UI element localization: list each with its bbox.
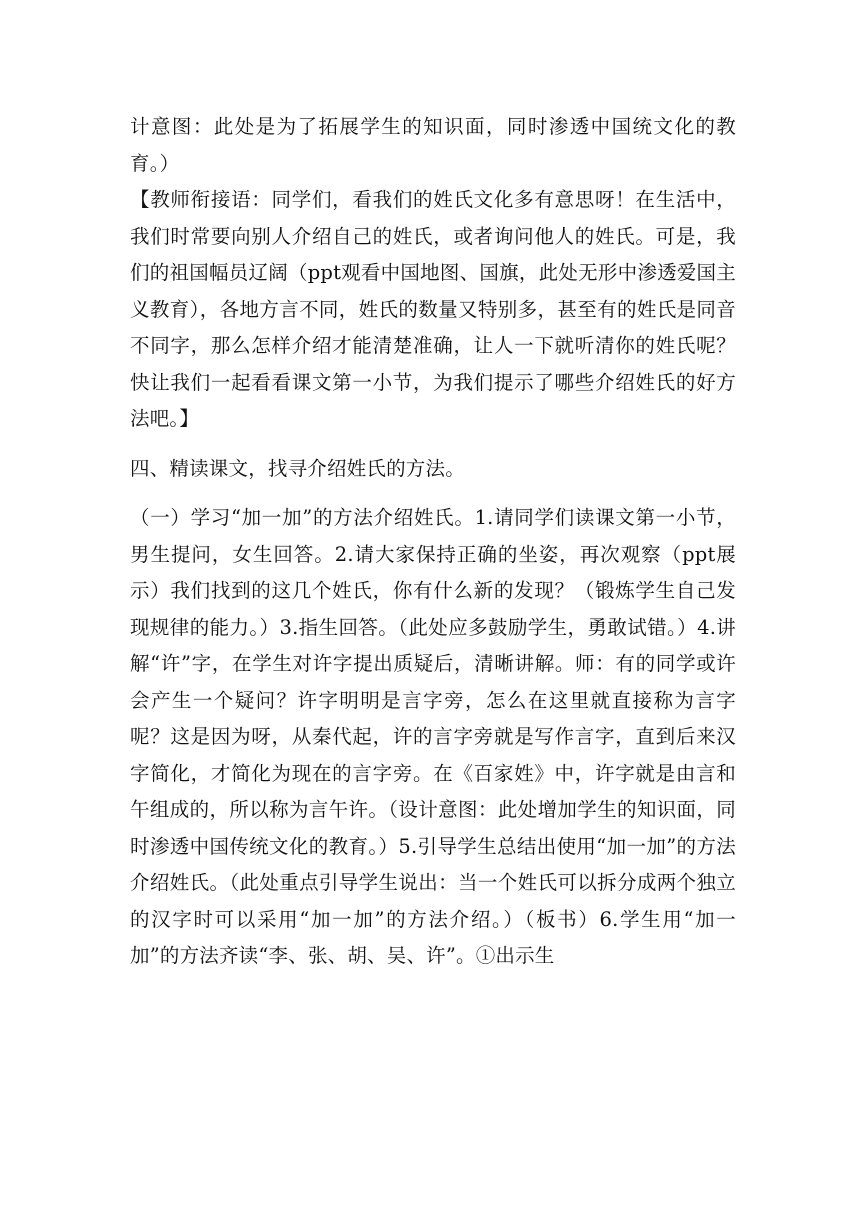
paragraph-teacher-transition: 【教师衔接语：同学们，看我们的姓氏文化多有意思呀！在生活中，我们时常要向别人介绍自己的姓氏，或者询问他人的姓氏。可是，我们的祖国幅员辽阔（ppt观看中国地图、国旗，此处无形中渗透爱国主义教育），各地方言不同，姓氏的数量又特别多，甚至有的姓氏是同音不同字，那么怎样介绍才能清楚准确，让人一下就听清你的姓氏呢？快让我们一起看看课文第一小节，为我们提示了哪些介绍姓氏的好方法吧。】 xyxy=(130,188,736,430)
paragraph-gap xyxy=(130,438,736,451)
paragraph-gap xyxy=(130,487,736,500)
document-body xyxy=(130,109,736,975)
paragraph-add-method: （一）学习“加一加”的方法介绍姓氏。1.请同学们读课文第一小节，男生提问，女生回答。2.请大家保持正确的坐姿，再次观察（ppt展示）我们找到的这几个姓氏，你有什么新的发现？（锻炼学生自己发现规律的能力。）3.指生回答。（此处应多鼓励学生，勇敢试错。）4.讲解“许”字，在学生对许字提出质疑后，清晰讲解。师：有的同学或许会产生一个疑问？许字明明是言字旁，怎么在这里就直接称为言字呢？这是因为呀，从秦代起，许的言字旁就是写作言字，直到后来汉字简化，才简化为现在的言字旁。在《百家姓》中，许字就是由言和午组成的，所以称为言午许。（设计意图：此处增加学生的知识面，同时渗透中国传统文化的教育。）5.引导学生总结出使用“加一加”的方法介绍姓氏。（此处重点引导学生说出：当一个姓氏可以拆分成两个独立的汉字时可以采用“加一加”的方法介绍。）（板书）6.学生用“加一加”的方法齐读“李、张、胡、吴、许”。①出示生 xyxy=(130,506,736,967)
section-heading-four: 四、精读课文，找寻介绍姓氏的方法。 xyxy=(130,456,465,480)
paragraph-design-intent: 计意图：此处是为了拓展学生的知识面，同时渗透中国统文化的教育。） xyxy=(130,115,736,175)
